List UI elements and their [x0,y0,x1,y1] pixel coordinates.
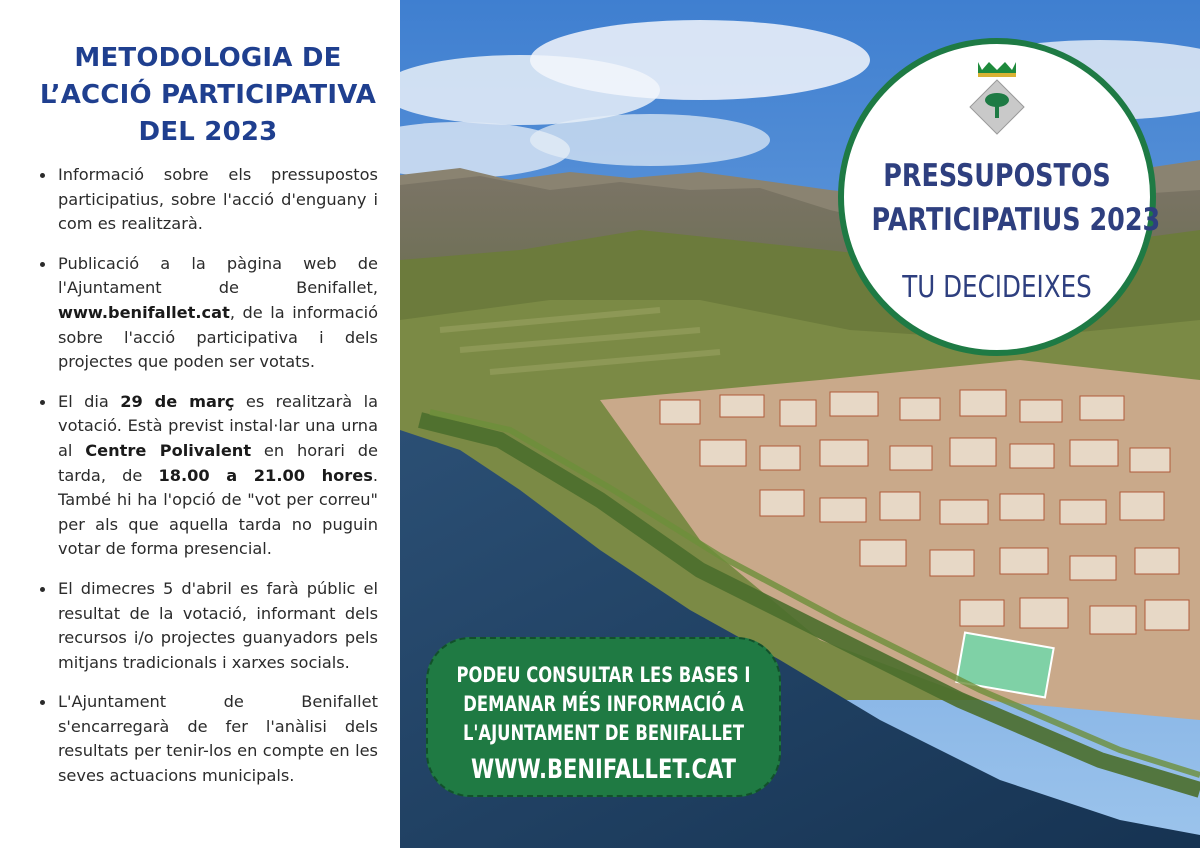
list-item-text: es realitzarà la votació. Està previst instal·lar una urna al [58,391,378,460]
list-item [38,577,378,675]
info-text [451,661,756,748]
list-item [38,390,378,562]
badge-title [871,154,1161,242]
list-item-text: Informació sobre els pressupostos participatius, sobre l'acció d'enguany i com es realitzarà. [58,165,378,234]
bold-text: 18.00 a 21.00 hores [158,465,373,485]
bold-text: Centre Polivalent [85,440,252,460]
list-item-text: . També hi ha l'opció de "vot per correu" per als que aquella tarda no puguin votar de forma presencial. [58,465,378,559]
website-link[interactable]: WWW.BENIFALLET.CAT [470,754,737,785]
title-line-3: DEL 2023 [138,117,278,147]
info-line-1: PODEU CONSULTAR LES BASES I [456,663,751,687]
list-item [38,252,378,375]
list-item [38,163,378,237]
info-line-3: L'AJUNTAMENT DE BENIFALLET [462,721,745,745]
list-item [38,690,378,788]
badge-title-line-1: PRESSUPOSTOS [883,158,1111,194]
bold-text: 29 de març [120,391,235,411]
info-box [426,637,781,797]
list-item-text: L'Ajuntament de Benifallet s'encarregarà de fer l'anàlisi dels resultats per tenir-los en compte en les seves actuacions municipals. [58,692,378,786]
list-item-text: El dia [58,391,121,411]
badge-subtitle: TU DECIDEIXES [902,270,1092,305]
title-line-2: L’ACCIÓ PARTICIPATIVA [39,80,377,110]
list-item-text: en horari de tarda, de [58,440,378,485]
list-item-text: Publicació a la pàgina web de l'Ajuntament de Benifallet, [58,253,378,298]
participatory-budget-badge [838,38,1161,356]
list-item-text: , de la informació sobre l'acció participativa i dels projectes que poden ser votats. [58,302,378,372]
methodology-title [38,40,378,151]
title-line-1: METODOLOGIA DE [74,43,342,73]
bold-text: www.benifallet.cat [58,302,230,322]
methodology-panel [0,0,400,848]
list-item-text: El dimecres 5 d'abril es farà públic el resultat de la votació, informant dels recursos i/o projectes guanyadors pels mitjans tradicionals i xarxes socials. [58,578,378,672]
info-line-2: DEMANAR MÉS INFORMACIÓ A [463,692,744,716]
methodology-list [38,163,378,789]
badge-title-line-2: PARTICIPATIUS 2023 [871,202,1161,238]
benifallet-coat-of-arms-icon [968,58,1026,140]
